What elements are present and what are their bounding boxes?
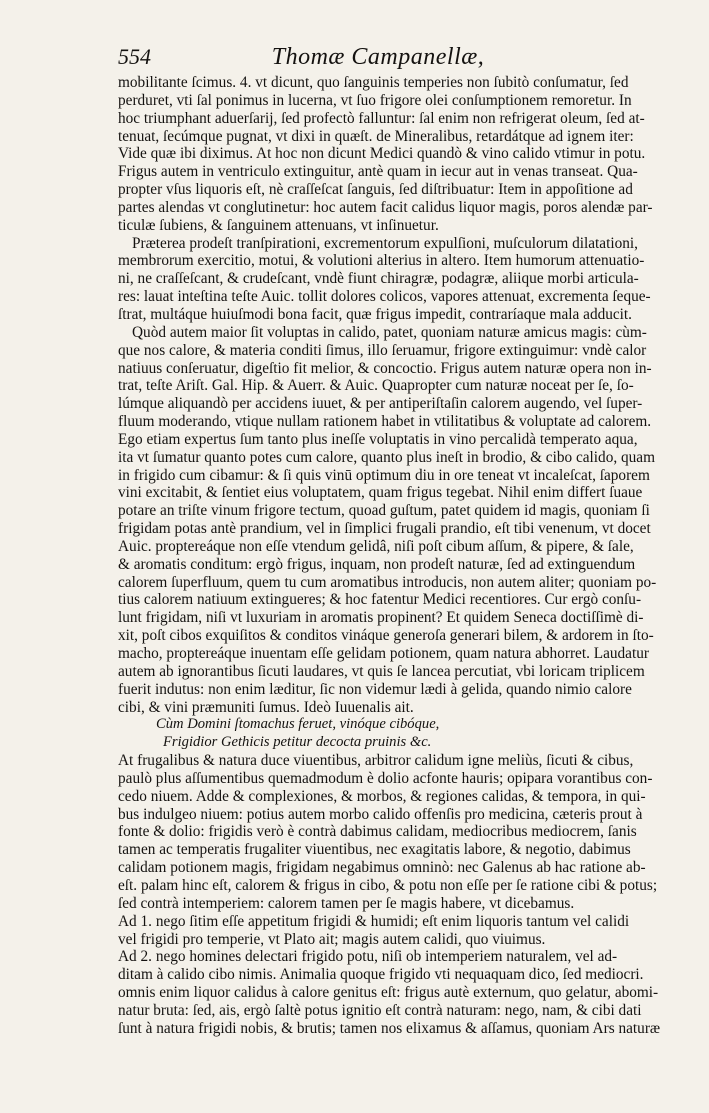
text-line: omnis enim liquor calidus à calore genitus eſt: frigus autè externum, quo gelatur, abomi- — [118, 984, 659, 1002]
text-line: propter vſus liquoris eſt, nè craſſeſcat ſanguis, ſed diſtribuatur: Item in appoſitione ad — [118, 181, 633, 199]
text-line: calidam potionem magis, frigidam negabimus omninò: nec Galenus ab hac ratione ab- — [118, 859, 646, 877]
text-line: cedo niuem. Adde & complexiones, & morbos, & regiones calidas, & tempora, in qui- — [118, 787, 646, 805]
text-line: res: lauat inteſtina teſte Auic. tollit dolores colicos, vapores attenuat, excrementa ſeque- — [118, 288, 651, 306]
body-text — [118, 74, 684, 1038]
text-line: Frigus autem in ventriculo extinguitur, antè quam in iecur aut in venas transeat. Qua- — [118, 163, 638, 181]
text-line: partes alendas vt conglutinetur: hoc autem facit calidus liquor magis, poros alendæ par- — [118, 198, 653, 216]
text-line: vini excitabit, & ſentiet eius voluptatem, quam frigus tegebat. Nihil enim differt ſuaue — [118, 484, 643, 502]
text-line: ditam à calido cibo nimis. Animalia quoque frigido vti nequaquam dico, ſed mediocri. — [118, 966, 644, 984]
text-line: eſt. palam hinc eſt, calorem & frigus in cibo, & potu non eſſe per ſe ratione cibi & potus; — [118, 876, 658, 894]
text-line: Ad 1. nego ſitim eſſe appetitum frigidi & humidi; eſt enim liquoris tantum vel calidi — [118, 912, 630, 930]
verse-line: Cùm Domini ſtomachus feruet, vinóque cibóque, — [156, 716, 440, 733]
text-line: tius calorem natiuum extingueres; & hoc fatentur Medici recentiores. Cur ergò conſu- — [118, 591, 642, 609]
text-line: xit, poſt cibos exquiſitos & conditos vináque generoſa generari bilem, & ardorem in ſto- — [118, 627, 654, 645]
text-line: ſed contrà intemperiem: calorem tamen per ſe magis habere, vt dicebamus. — [118, 894, 575, 912]
text-line: macho, proptereáque inuentam eſſe gelidam potionem, quam natura abhorret. Laudatur — [118, 645, 649, 662]
text-line: lunt frigidam, niſi vt luxuriam in aromatis propinent? Et quidem Seneca doctiſſimè di- — [118, 609, 644, 627]
verse-line: Frigidior Gethicis petitur decocta pruinis &c. — [163, 734, 432, 751]
text-line: fluum moderando, vtique nullam rationem habet in vtilitatibus & voluptate ad calorem. — [118, 413, 652, 431]
text-line: hoc triumphant aduerſarij, ſed profectò falluntur: ſal enim non refrigerat oleum, ſed at- — [118, 109, 645, 127]
text-line: vel frigidi pro temperie, vt Plato ait; magis autem calidi, quo viuimus. — [118, 930, 546, 948]
text-line: calorem ſuperfluum, quem tu cum aromatibus introducis, non autem aliter; quoniam po- — [118, 573, 657, 591]
text-line: bus indulgeo niuem: potius autem morbo calido offenſis pro medicina, cæteris prout à — [118, 805, 643, 823]
text-line: cibi, & vini præmuniti ſumus. Ideò Iuuenalis ait. — [118, 698, 414, 716]
text-line: natur bruta: ſed, ais, ergò ſaltè potus ignitio eſt contrà naturam: nego, nam, & cibi dati — [118, 1001, 642, 1019]
text-line: autem ab ignorantibus ſicuti laudares, vt quis ſe lancea percutiat, vbi loricam triplicem — [118, 662, 645, 680]
text-line: potare an triſte vinum frigore tectum, quoad guſtum, patet quidem id magis, quoniam ſi — [118, 502, 650, 520]
text-line: At frugalibus & natura duce viuentibus, arbitror calidum igne meliùs, ſicuti & cibus, — [118, 752, 634, 770]
text-line: Præterea prodeſt tranſpirationi, excrementorum expulſioni, muſculorum dilatationi, — [132, 234, 638, 252]
text-line: que nos calore, & materia conditi ſimus, illo ſeruamur, frigore extinguimur: vndè calor — [118, 341, 647, 359]
text-line: ſtrat, multáque huiuſmodi bona facit, quæ frigus impedit, contraríaque mala adducit. — [118, 305, 633, 323]
text-line: trat, teſte Ariſt. Gal. Hip. & Auerr. & Auic. Quapropter cum naturæ noceat per ſe, ſo- — [118, 377, 634, 395]
text-line: frigidam potas antè prandium, vel in ſimplici frugali prandio, eſt tibi venenum, vt docet — [118, 520, 651, 538]
text-line: Ego etiam expertus ſum tanto plus ineſſe voluptatis in vino percalidà temperato aqua, — [118, 430, 638, 448]
text-line: fuerit indutus: non enim læditur, ſic non videmur lædi à gelida, quando nimio calore — [118, 680, 632, 698]
text-line: ita vt ſumatur quanto potes cum calore, quanto plus ineſt in brodio, & cibo calido, quam — [118, 448, 655, 466]
text-line: lúmque aliquandò per accidens iuuet, & per antiperiſtaſin calorem augendo, vel ſuper- — [118, 395, 643, 413]
text-line: Auic. proptereáque non eſſe vtendum gelidâ, niſi poſt cibum aſſum, & pipere, & ſale, — [118, 537, 634, 555]
text-line: & aromatis conditum: ergò frigus, inquam, non prodeſt naturæ, ſed ad extinguendum — [118, 555, 636, 573]
page-header — [118, 44, 638, 72]
text-line: ſunt à natura frigidi nobis, & brutis; tamen nos elixamus & aſſamus, quoniam Ars naturæ — [118, 1019, 661, 1037]
page-number: 554 — [118, 44, 151, 69]
text-line: natiuus conſeruatur, digeſtio fit melior, & concoctio. Frigus autem naturæ opera non in- — [118, 359, 652, 377]
text-line: tenuat, ſecúmque pugnat, vt dixi in quæſt. de Mineralibus, retardátque ad ignem iter: — [118, 127, 634, 145]
text-line: perduret, vti ſal ponimus in lucerna, vt ſuo frigore olei conſumptionem remoretur. In — [118, 91, 632, 109]
text-line: ticulæ ſubiens, & ſanguinem attenuans, vt inſinuetur. — [118, 216, 439, 234]
text-line: in frigido cum cibamur: & ſi quis vinū optimum diu in ore teneat vt incaleſcat, ſaporem — [118, 466, 650, 484]
text-line: Quòd autem maior ſit voluptas in calido, patet, quoniam naturæ amicus magis: cùm- — [132, 323, 647, 341]
text-line: paulò plus aſſumentibus quemadmodum è dolio acfonte hauris; opipara vorantibus con- — [118, 769, 653, 787]
text-line: fonte & dolio: frigidis verò è contrà dabimus calidam, mediocribus mediocrem, ſanis — [118, 823, 637, 841]
text-line: ni, ne craſſeſcant, & crudeſcant, vndè fiunt chiragræ, podagræ, aliique morbi articula- — [118, 270, 639, 288]
running-title: Thomæ Campanellæ, — [271, 44, 485, 70]
text-line: mobilitante ſcimus. 4. vt dicunt, quo ſanguinis temperies non ſubitò conſumatur, ſed — [118, 74, 629, 91]
text-line: Ad 2. nego homines delectari frigido potu, niſi ob intemperiem naturalem, vel ad- — [118, 948, 618, 966]
text-line: membrorum exercitio, motui, & volutioni alterius in altero. Item humorum attenuatio- — [118, 252, 645, 270]
text-line: Vide quæ ibi diximus. At hoc non dicunt Medici quandò & vino calido vtimur in potu. — [118, 145, 646, 163]
text-line: tamen ac temperatis frugaliter viuentibus, nec exagitatis labore, & negotio, dabimus — [118, 841, 631, 859]
